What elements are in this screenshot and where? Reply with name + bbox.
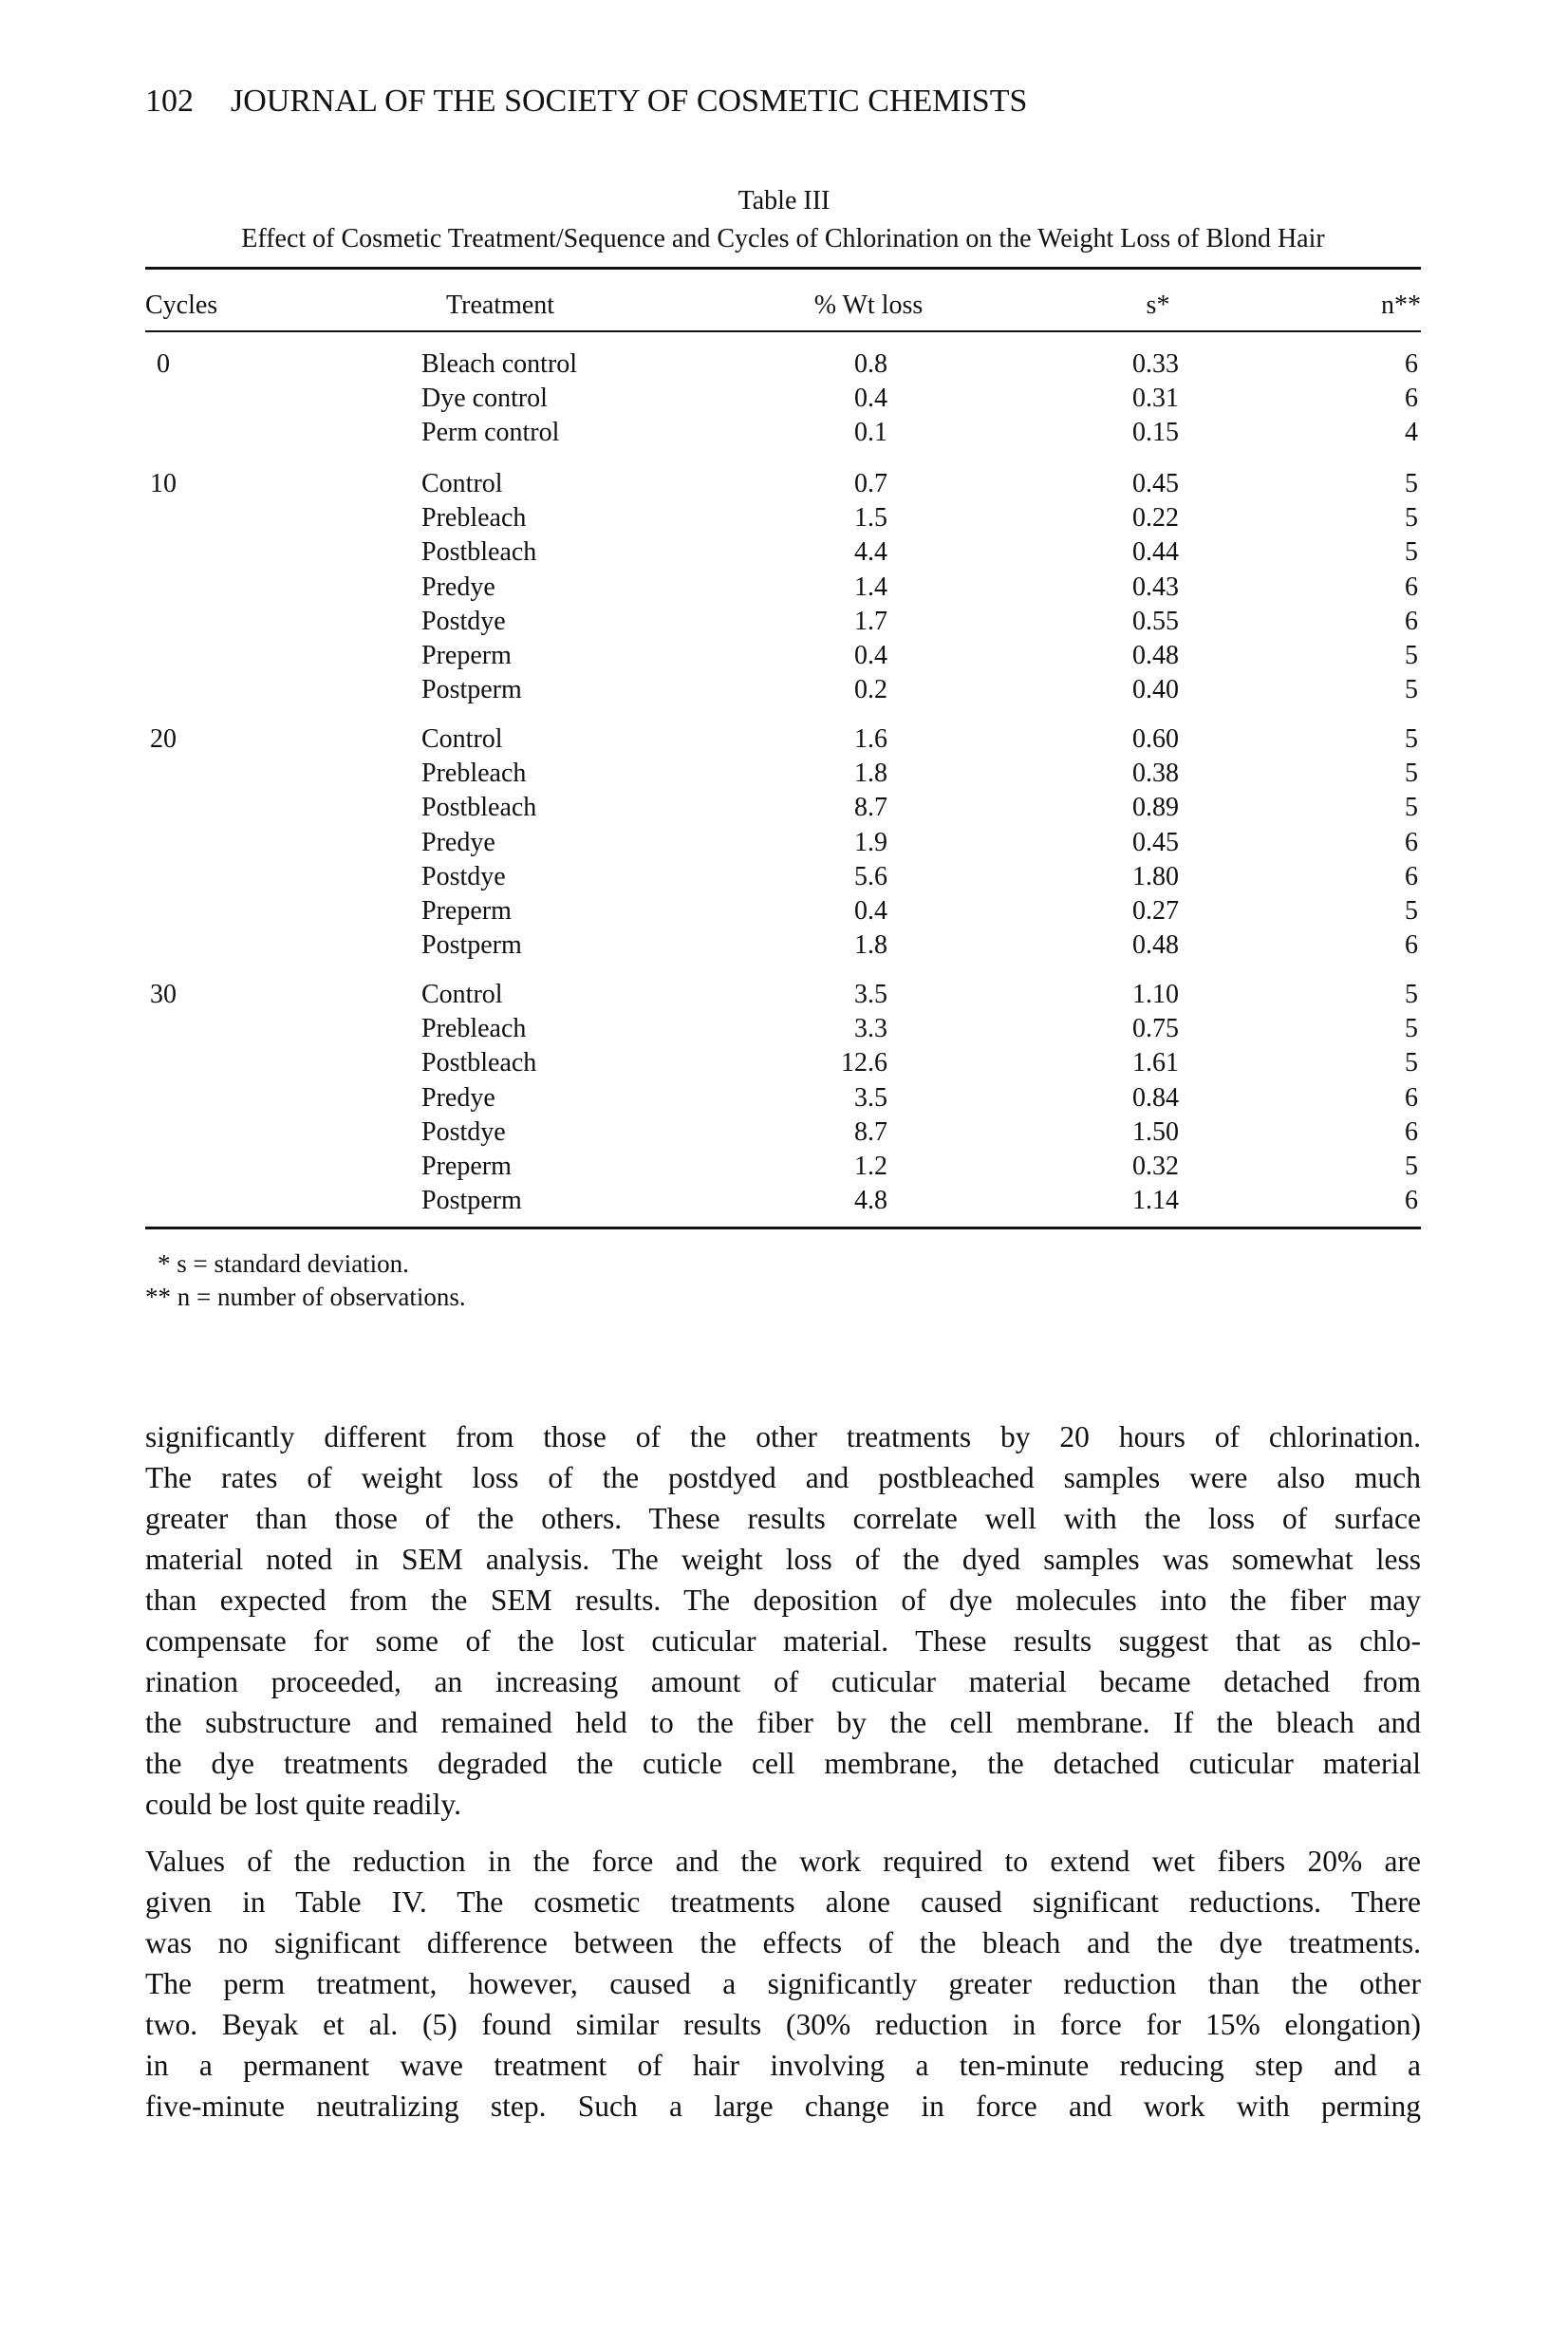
treatment-cell: Preperm [421, 641, 512, 670]
journal-title: JOURNAL OF THE SOCIETY OF COSMETIC CHEMISTS [231, 84, 1028, 119]
paragraph-line: material noted in SEM analysis. The weight loss of the dyed samples was somewhat less [145, 1543, 1421, 1576]
treatment-cell: Control [421, 980, 503, 1009]
n-cell: 5 [1405, 469, 1418, 498]
treatment-cell: Postperm [421, 675, 522, 705]
paragraph-line: The rates of weight loss of the postdyed and postbleached samples were also much [145, 1461, 1421, 1494]
n-cell: 5 [1405, 1048, 1418, 1078]
table-caption: Effect of Cosmetic Treatment/Sequence and Cycles of Chlorination on the Weight Loss of Blond Hair [241, 224, 1325, 253]
page-number: 102 [145, 84, 194, 119]
n-cell: 5 [1405, 759, 1418, 789]
treatment-cell: Preperm [421, 896, 512, 926]
s-cell: 0.31 [1132, 384, 1179, 414]
wt-loss-cell: 3.3 [854, 1014, 887, 1044]
n-cell: 6 [1405, 1082, 1418, 1113]
s-cell: 0.60 [1132, 724, 1179, 754]
treatment-cell: Postbleach [421, 793, 537, 823]
wt-loss-cell: 1.7 [854, 606, 887, 636]
treatment-cell: Prebleach [421, 1014, 527, 1044]
treatment-cell: Postperm [421, 930, 522, 961]
n-cell: 6 [1405, 1186, 1418, 1216]
treatment-cell: Predye [421, 572, 495, 602]
s-cell: 0.75 [1132, 1014, 1179, 1044]
s-cell: 0.84 [1132, 1082, 1179, 1113]
treatment-cell: Predye [421, 827, 495, 857]
s-cell: 1.10 [1132, 980, 1179, 1009]
wt-loss-cell: 0.1 [854, 418, 887, 448]
s-cell: 1.80 [1132, 861, 1179, 891]
s-cell: 0.32 [1132, 1152, 1179, 1181]
n-cell: 5 [1405, 1014, 1418, 1044]
n-cell: 6 [1405, 349, 1418, 379]
n-cell: 4 [1405, 418, 1418, 448]
treatment-cell: Prebleach [421, 503, 527, 534]
footnote-s: * s = standard deviation. [158, 1249, 409, 1278]
footnote-n: ** n = number of observations. [145, 1283, 466, 1311]
wt-loss-cell: 0.8 [854, 349, 887, 379]
column-header-treatment: Treatment [446, 291, 555, 320]
wt-loss-cell: 0.4 [854, 384, 887, 414]
n-cell: 5 [1405, 896, 1418, 926]
treatment-cell: Predye [421, 1082, 495, 1113]
wt-loss-cell: 8.7 [854, 793, 887, 823]
wt-loss-cell: 1.9 [854, 827, 887, 857]
paragraph-line: than expected from the SEM results. The deposition of dye molecules into the fiber may [145, 1584, 1421, 1617]
treatment-cell: Control [421, 724, 503, 754]
wt-loss-cell: 8.7 [854, 1116, 887, 1147]
paragraph-line: given in Table IV. The cosmetic treatments alone caused significant reductions. There [145, 1885, 1421, 1919]
wt-loss-cell: 3.5 [854, 1082, 887, 1113]
wt-loss-cell: 3.5 [854, 980, 887, 1009]
n-cell: 6 [1405, 827, 1418, 857]
paragraph-line: the substructure and remained held to the fiber by the cell membrane. If the bleach and [145, 1706, 1421, 1739]
wt-loss-cell: 1.5 [854, 503, 887, 534]
s-cell: 0.48 [1132, 930, 1179, 961]
treatment-cell: Prebleach [421, 759, 527, 789]
wt-loss-cell: 0.2 [854, 675, 887, 705]
treatment-cell: Control [421, 469, 503, 498]
s-cell: 1.61 [1132, 1048, 1179, 1078]
paragraph-line: two. Beyak et al. (5) found similar results (30% reduction in force for 15% elongation) [145, 2008, 1421, 2041]
s-cell: 0.38 [1132, 759, 1179, 789]
treatment-cell: Perm control [421, 418, 560, 448]
n-cell: 5 [1405, 1152, 1418, 1181]
paragraph-line: could be lost quite readily. [145, 1788, 461, 1821]
s-cell: 0.45 [1132, 827, 1179, 857]
column-header-cycles: Cycles [145, 291, 218, 320]
cycles-label: 0 [157, 349, 170, 379]
cycles-label: 10 [150, 469, 177, 498]
s-cell: 0.48 [1132, 641, 1179, 670]
paragraph-line: in a permanent wave treatment of hair involving a ten-minute reducing step and a [145, 2049, 1421, 2082]
paragraph-line: the dye treatments degraded the cuticle cell membrane, the detached cuticular material [145, 1747, 1421, 1780]
column-header-wt-loss: % Wt loss [813, 291, 924, 320]
paragraph-line: The perm treatment, however, caused a significantly greater reduction than the other [145, 1967, 1421, 2000]
wt-loss-cell: 0.4 [854, 641, 887, 670]
wt-loss-cell: 0.4 [854, 896, 887, 926]
s-cell: 0.43 [1132, 572, 1179, 602]
treatment-cell: Postdye [421, 1116, 506, 1147]
wt-loss-cell: 1.8 [854, 759, 887, 789]
paragraph-line: five-minute neutralizing step. Such a large change in force and work with perming [145, 2090, 1421, 2123]
wt-loss-cell: 12.6 [841, 1048, 887, 1078]
wt-loss-cell: 4.8 [854, 1186, 887, 1216]
paragraph-line: greater than those of the others. These results correlate well with the loss of surface [145, 1502, 1421, 1535]
s-cell: 0.55 [1132, 606, 1179, 636]
s-cell: 1.14 [1132, 1186, 1179, 1216]
wt-loss-cell: 1.6 [854, 724, 887, 754]
wt-loss-cell: 1.2 [854, 1152, 887, 1181]
treatment-cell: Postdye [421, 861, 506, 891]
table-bottom-rule [145, 1227, 1421, 1229]
treatment-cell: Bleach control [421, 349, 578, 379]
s-cell: 0.33 [1132, 349, 1179, 379]
s-cell: 0.45 [1132, 469, 1179, 498]
wt-loss-cell: 1.8 [854, 930, 887, 961]
table-title: Table III [737, 186, 831, 216]
s-cell: 0.40 [1132, 675, 1179, 705]
n-cell: 6 [1405, 930, 1418, 961]
paragraph-line: was no significant difference between the effects of the bleach and the dye treatments. [145, 1926, 1421, 1959]
s-cell: 0.27 [1132, 896, 1179, 926]
n-cell: 5 [1405, 641, 1418, 670]
paragraph-line: compensate for some of the lost cuticular material. These results suggest that as chlo- [145, 1624, 1421, 1658]
n-cell: 5 [1405, 675, 1418, 705]
n-cell: 5 [1405, 503, 1418, 534]
treatment-cell: Postbleach [421, 1048, 537, 1078]
n-cell: 6 [1405, 861, 1418, 891]
treatment-cell: Dye control [421, 384, 548, 414]
cycles-label: 20 [150, 724, 177, 754]
wt-loss-cell: 5.6 [854, 861, 887, 891]
n-cell: 5 [1405, 980, 1418, 1009]
s-cell: 0.44 [1132, 537, 1179, 568]
table-top-rule [145, 267, 1421, 270]
n-cell: 6 [1405, 572, 1418, 602]
s-cell: 1.50 [1132, 1116, 1179, 1147]
column-header-s: s* [1146, 291, 1170, 320]
wt-loss-cell: 1.4 [854, 572, 887, 602]
column-header-n: n** [1381, 291, 1421, 320]
s-cell: 0.15 [1132, 418, 1179, 448]
wt-loss-cell: 4.4 [854, 537, 887, 568]
s-cell: 0.89 [1132, 793, 1179, 823]
treatment-cell: Postbleach [421, 537, 537, 568]
paragraph-line: rination proceeded, an increasing amount of cuticular material became detached from [145, 1665, 1421, 1698]
treatment-cell: Postdye [421, 606, 506, 636]
treatment-cell: Postperm [421, 1186, 522, 1216]
running-header [145, 84, 1027, 120]
n-cell: 6 [1405, 384, 1418, 414]
treatment-cell: Preperm [421, 1152, 512, 1181]
paragraph-line: Values of the reduction in the force and the work required to extend wet fibers 20% are [145, 1845, 1421, 1878]
s-cell: 0.22 [1132, 503, 1179, 534]
table-header-rule [145, 330, 1421, 332]
n-cell: 6 [1405, 606, 1418, 636]
n-cell: 5 [1405, 537, 1418, 568]
n-cell: 5 [1405, 793, 1418, 823]
cycles-label: 30 [150, 980, 177, 1009]
paragraph-line: significantly different from those of the other treatments by 20 hours of chlorination. [145, 1420, 1421, 1453]
wt-loss-cell: 0.7 [854, 469, 887, 498]
n-cell: 6 [1405, 1116, 1418, 1147]
n-cell: 5 [1405, 724, 1418, 754]
